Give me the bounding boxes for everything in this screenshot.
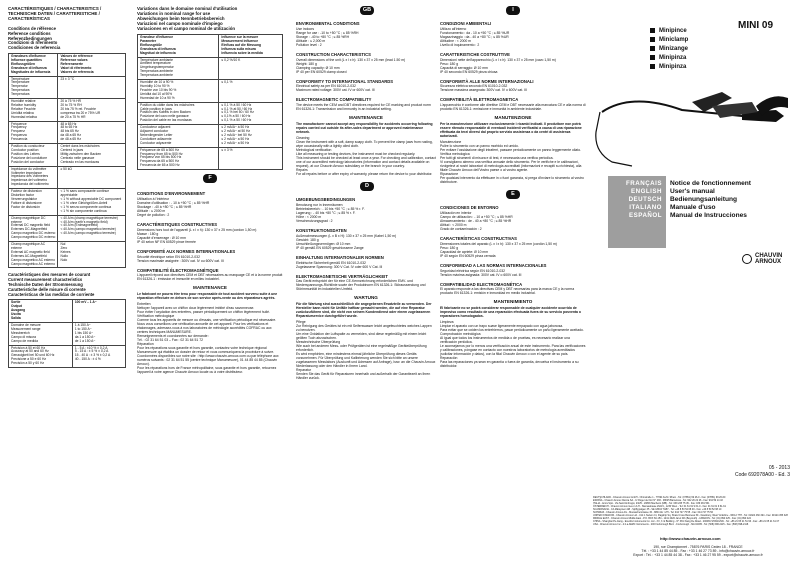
square-bullet-icon <box>650 64 655 69</box>
e-maint-body: Limpieza Limpiar el aparato con un trapo suave ligeramente empapado con agua jabonosa. Para evitar que se oxiden los entrehierros, pasar periódicamente un paño ligeramente aceitado. Comprobación metrológica Al igual que todos los instrumentos de medida o de pruebas, es necesario realizar una verificación periódica. Le aconsejamos por lo menos una verificación anual de este instrumento. Para las verificaciones y calibraciones, póngase en contacto con nuestros laboratorios de metrología acreditados (solicitar información y datos), con la filial Chauvin Arnoux o con el agente de su país. Reparación Para las reparaciones ya sean en garantía o fuera de garantía, devuelva el instrumento a su distribuidor. <box>440 320 586 369</box>
gb-norms-title: CONFORMITY TO INTERNATIONAL STANDARDS <box>296 78 394 84</box>
badge-i: I <box>506 6 520 15</box>
gb-norms-text: Electrical safety as per EN 61010-2-032 Maximum rated voltage: 300V cat. IV or 600V cat. III <box>296 84 375 93</box>
reference-table-cell: Grandeurs d'influence Influence quantities Einflussgrößen Grandezze di influenza Magnitudes de influencia <box>9 53 58 76</box>
fr-build-title: CARACTÉRISTIQUES CONSTRUCTIVES <box>137 221 218 227</box>
product-name-item <box>650 53 688 62</box>
gb-maint-title: MAINTENANCE <box>349 115 383 121</box>
current-table-cell: Sortie Output Ausgang Uscita Salida <box>9 300 73 323</box>
fr-norms-text: Sécurité électrique selon EN 61010-2-032 Tension maximale assignée : 300V cat. IV ou 600V cat. III <box>137 254 224 263</box>
fr-env-title: CONDITIONS D'ENVIRONNEMENT <box>137 191 206 197</box>
reference-table-cell: Humidité relative Relative humidity Relative Feuchte Umidità relativa Humedad relativa <box>9 99 58 122</box>
product-name-label: Miniclamp <box>659 36 689 43</box>
variations-table-cell: Grandeur d'influence Parameter Einflussgröße Grandezza di influenza Magnitud de influencia <box>138 35 219 58</box>
d-maint-body: Pflege Zur Reinigung des Gerätes ist ein mit Seifenwasser leicht angefeuchtetes weiches Lappen zu benutzen. Um eine Oxidation der Luftspalte zu vermeiden, sind diese regelmäßig mit einem leicht geölten Tuch abzuwischen. Messtechnische Überprüfung Wie auch bei anderen Mess- oder Prüfgeräten ist eine regelmäßige Geräteüberprüfung erforderlich. Es wird empfohlen, eine mindestens einmal jährliche Überprüfung dieses Geräts vorzunehmen. Für Überprüfung und Kalibrierung wenden Sie sich bitte an unsere zugelassenen Messlabors (Auskunft und Adressen auf Anfrage), bzw. an die Chauvin Arnoux Niederlassung oder den Händler in Ihrem Land. Reparatur Senden Sie das Gerät für Reparaturen innerhalb und außerhalb der Garantiezeit an Ihren Händler zurück. <box>296 320 436 381</box>
product-name-label: Minipince <box>659 27 687 34</box>
gb-env-title: ENVIRONMENTAL CONDITIONS <box>296 21 360 26</box>
reference-table-row <box>9 242 126 268</box>
variations-table-cell: ≤ 0,1 % <box>219 80 283 103</box>
head-office-address: 190, rue Championnet - 75876 PARIS Cedex 18 - FRANCE Tél. : +33 1 44 85 44 85 - Fax : +33 1 46 27 73 89 - info@chauvin-arnoux.fr Export : Tél. : +33 1 44 85 44 38 - Fax : +33 1 46 27 95 59 - export@chauvin-arnoux.fr <box>633 545 763 557</box>
i-maint-intro: Per la manutenzione utilizzare esclusivamente i ricambi indicati. Il produttore non potrà essere ritenuto responsabile di eventuali incidenti verificatisi a causa di una riparazione effettuata da terzi diversi dal proprio servizio assistenza o da centri di assistenza autorizzati. <box>440 122 582 139</box>
reference-table-cell: Valeurs de référence Reference values Referenzwerte Valori di riferimento Valores de referencia <box>58 53 126 76</box>
i-norms-title: CONFORMITÀ ALLE NORME INTERNAZIONALI <box>440 78 534 84</box>
reference-table-cell: 20 à 75 % HR 20 to 75 % RH 20 bis 75 % rel. Feuchte compresa tra 20 e 75% UR de 20 a 75 % HR <box>58 99 126 122</box>
product-name-item <box>650 62 688 71</box>
i-env-text: Utilizzo all'interno Funzionamento : da - 10 a +50 °C ; ≤ 85 %UR Magazzinaggio : da - 40 a +80 °C ; ≤ 85 %UR Altitudine : < 2000 m Livello di inquinamento : 2 <box>440 26 510 47</box>
fr-emc-title: COMPATIBILITÉ ÉLECTROMAGNÉTIQUE <box>137 267 219 273</box>
current-table-row <box>9 323 126 346</box>
reference-table-cell: < 40 A/m (champ magnétique terrestre) < 40 A/m (earth's magnetic field) < 40 A/m (Erdmagnetfeld) < 40 A/m (campo magnetico terrestre) < 40 A/m (campo magnético terrestre) <box>58 215 126 241</box>
model-name: MINI 09 <box>738 20 774 31</box>
d-env-title: UMGEBUNGSBEDINGUNGEN <box>296 197 356 203</box>
reference-table-row <box>9 53 126 76</box>
i-build-title: CARATTERISTICHE COSTRUTTIVE <box>440 51 510 57</box>
current-measurement-title: Caractéristiques des mesures de courant Current measurement characteristics Technische Daten der Strommessung Caratteristiche delle misure di corrente Características de las medidas de corriente <box>8 272 95 297</box>
current-table-row <box>9 345 126 368</box>
d-norms-title: EINHALTUNG INTERNATIONALER NORMEN <box>296 254 384 260</box>
square-bullet-icon <box>650 37 655 42</box>
language-bar: FRANÇAIS ENGLISH DEUTSCH ITALIANO ESPAÑOL <box>608 176 666 248</box>
product-name-item <box>650 26 688 35</box>
d-maint-intro: Für die Wartung sind ausschließlich die angegebenen Ersatzteile zu verwenden. Der Hersteller kann nicht für Unfälle haftbar gemacht werden, die auf eine Reparatur zurückzuführen sind, die nicht von seinem Kundendienst oder einem zugelassenen Reparaturservice durchgeführt wurde. <box>296 302 432 319</box>
e-emc-title: COMPATIBILIDAD ELECTROMAGNÉTICA <box>440 281 523 287</box>
i-env-title: CONDIZIONI AMBIENTALI <box>440 21 492 26</box>
e-build-title: CARACTERÍSTICAS CONSTRUCTIVAS <box>440 235 517 241</box>
reference-table-cell: Position du conducteur Conductor position Position des Leiters Posizione del conduttore Posición del conductor <box>9 144 58 167</box>
gb-emc-text: The device meets the CEM and DBT directives required for CE marking and product norm EN 61326-1: Transmission and immunity in an industrial setting. <box>296 103 431 112</box>
variations-table-row <box>138 57 283 80</box>
current-table-cell: 1 à 150 A~ 1 to 150 A~ 1 bis 150 A~ da 1 a 150 A~ de 1 a 150 A~ <box>72 323 125 346</box>
reference-table-row <box>9 121 126 144</box>
reference-table-cell: Fréquence Frequency Frequenz Frequenza Frecuencia <box>9 121 58 144</box>
reference-table <box>8 53 126 269</box>
reference-table-row <box>9 99 126 122</box>
english-german-column <box>296 6 436 380</box>
date-code <box>718 465 790 479</box>
e-env-text: Utilización en interior Campo de utilización : - 10 a +50 °C ; ≤ 85 %HR Almacenamiento : de - 40 a +80 °C ; ≤ 85 %HR Altitud : < 2000 m Grado de contaminación : 2 <box>440 210 513 231</box>
distributor-addresses: DEUTSCHLAND - Chauvin Arnoux GmbH - Ohmstraße 1 - 77694 Kehl / Rhein - Tel: (07851) 99 26-0 - Fax: (07851) 99 26-60 ESPAÑA - Chauvin Arnoux Ibérica SA - C/ Roger de Flor N° 293 - 08025 Barcelona - Tel: 902 20 22 26 - Fax: 934 59 14 43 ITALIA - Amra SpA - Via Sant'Ambrogio, 23/25 - 20846 Macherio (MB) - Tel: 039 245 75 45 - Fax: 039 481 561 ÖSTERREICH - Chauvin Arnoux Ges.m.b.H - Slamastrasse 29/2/4 - 1230 Wien - Tel: 01 61 61 9 61-0 - Fax: 01 61 61 9 61-61 SCANDINAVIA - CA Mätsystem AB - Sjöflygvägen 35 - SE 18304 TÄBY - Tel: +46 8 50 52 68 00 - Fax: +46 8 50 52 68 10 SCHWEIZ - Chauvin Arnoux AG - Moosacherstrasse 15 - 8804 AU / ZH - Tel: 044 727 75 55 - Fax: 044 727 75 56 UNITED KINGDOM - Chauvin Arnoux Ltd - Unit 1 Nelson Ct, Flagship Sq, Shaw Cross Business Pk - Dewsbury, West Yorkshire - WF12 7TH - Tel: 01924 460 494 - Fax: 01924 455 328 MIDDLE EAST - Chauvin Arnoux Middle East - P.O. BOX 60-154 - 1241 2020 Jal el Dib (Beyrouth) - LIBANON - Tel: (01) 890 425 - Fax: (01) 890 424 CHINA - Shanghai Pu-Jiang - Enerdis Instruments Co. Ltd - 3 F, 3 rd Building - N° 381 Xiang De Road - 200081 SHANGHAI - Tel: +86 21 65 21 51 96 - Fax: +86 21 65 21 61 07 USA - Chauvin Arnoux Inc - d.b.a AEMC Instruments - 200 Foxborough Blvd. - Foxborough - MA 02035 - Tel: (508) 698-2115 - Fax: (508) 698-2118 <box>593 496 788 526</box>
reference-table-cell: 48 à 65 Hz 48 to 65 Hz 48 bis 65 Hz da 48 a 65 Hz de 48 a 65 Hz <box>58 121 126 144</box>
current-table-cell: 100 mV↔1 A~ <box>72 300 125 323</box>
current-table-cell: Domaine de mesure Measurement range Messbereich Campo di misura Campo de medida <box>9 323 73 346</box>
variations-header: Variations dans le domaine nominal d'utilisation Variations in nominal range for use Abweichungen beim Nennbetriebsbereich Variazioni nel campo nominale d'impiego Variaciones en el campo nominal de utilización <box>137 6 238 31</box>
variations-table <box>137 34 283 170</box>
badge-d: D <box>360 182 374 191</box>
e-norms-text: Seguridad eléctrica según EN 61010-2-032 Tensión máxima asignada: 300V cat. IV o 600V cat. III <box>440 268 522 277</box>
reference-table-row <box>9 166 126 189</box>
e-env-title: CONDICIONES DE ENTORNO <box>440 205 499 211</box>
badge-e: E <box>506 190 520 199</box>
gb-emc-title: ELECTROMAGNETIC COMPATIBILITY <box>296 97 372 103</box>
manual-titles: Notice de fonctionnement User's manual Bedienungsanleitung Manuale d'uso Manual de Instrucciones <box>670 180 751 219</box>
d-norms-text: Elektrische Sicherheit gemäß EN 61010-2-032 Zugelassene Spannung: 300 V Cat. IV oder 600 V Cat. III <box>296 260 383 269</box>
square-bullet-icon <box>650 46 655 51</box>
fr-emc-text: L'appareil répond aux directives CEM et DBT nécessaires au marquage CE et à la norme produit EN 61326-1 : émission et immunité en milieu industriel. <box>137 273 283 282</box>
reference-table-row <box>9 189 126 215</box>
d-build-title: KONSTRUKTIONSDATEN <box>296 227 347 233</box>
gb-maint-intro: The manufacturer cannot accept any responsibility for accidents occurring following repairs carried out outside its after-sales department or approved maintenance network. <box>296 122 433 135</box>
variations-table-cell: ≤ 0,2 %/10 K <box>219 57 283 80</box>
reference-table-cell: Impédance du voltmètre Voltmeter impedance Impedanz des Voltmeters Impedenza del voltmetro Impedancia del voltímetro <box>9 166 58 189</box>
e-maint-title: MANTENIMIENTO <box>493 299 533 305</box>
characteristics-column <box>8 6 126 368</box>
e-emc-text: El aparato responde a las directivas CEM y DBT necesarias para la marca CE y la norma producto EN 61326-1: emisión e inmunidad en medio industrial. <box>440 287 575 296</box>
e-norms-title: CONFORMIDAD A LAS NORMAS INTERNACIONALES <box>440 262 547 268</box>
current-table-cell: Précision à 50 et 60 Hz Accuracy at 50 and 60 Hz Genauigkeit bei 50 und 60 Hz Precisione a 50 e 60 Hz Precisión a 50 y 60 Hz <box>9 345 73 368</box>
variations-table-cell: Fréquence de 65 à 500 Hz Frequency from 65 to 500 Hz Frequenz von 65 bis 500 Hz Frequenza da 65 a 500 Hz Frecuencia de 65 a 500 Hz <box>138 147 219 170</box>
product-code: Code 692078A00 - Ed. 3 <box>734 472 790 478</box>
brand-logo-text: CHAUVIN ARNOUX <box>755 253 783 265</box>
gb-build-title: CONSTRUCTION CHARACTERISTICS <box>296 51 371 57</box>
reference-table-cell: Champ magnétique DC externe External DC magnetic field Externes DC-Magnetfeld Campo magnetico DC esterno Campo magnético DC externo <box>9 215 58 241</box>
reference-table-row <box>9 144 126 167</box>
d-env-text: Benutzung nur in Innenräumen Betriebsbereich : - 10 bis +50 °C ; ≤ 85 % r. F. Lagerung : - 40 bis +80 °C ; ≤ 85 % r. F. Höhe : < 2000 m Verschmutzungsgrad : 2 <box>296 202 365 223</box>
fr-maint-title: MAINTENANCE <box>193 285 227 291</box>
gb-build-text: Overall dimensions of the unit (L x l x h): 130 x 37 x 25 mm (lead 1.50 m) Weight: 180 g Clamping capacity: Ø 10 mm IP 40 per EN 60529 clamp closed <box>296 57 406 74</box>
product-name-item <box>650 44 688 53</box>
fr-build-text: Dimensions hors tout de l'appareil (L x l x h): 130 x 37 x 25 mm (cordon 1,50 m) Masse : 180 g Capacité d'enserrage : Ø 10 mm IP 40 selon NF EN 60529 pince fermée <box>137 227 257 244</box>
variations-table-cell: ≤ ± 3 % <box>219 147 283 170</box>
i-emc-title: COMPATIBILITÀ ELETTROMAGNETICA <box>440 97 519 103</box>
product-name-label: Minipinza <box>659 54 687 61</box>
clamp-photo <box>592 72 792 170</box>
variations-table-row <box>138 80 283 103</box>
variations-table-cell: Humidité de 10 à 90 % Humidity 10 to 90 % Feuchte von 10 bis 90 % Umidità dal 10 al 90% Humedad de 10 a 90 % <box>138 80 219 103</box>
product-name-item <box>650 35 688 44</box>
variations-table-row <box>138 147 283 170</box>
fr-norms-title: CONFORMITÉ AUX NORMES INTERNATIONALES <box>137 248 236 254</box>
fr-maint-intro: Le fabricant ne pourra être tenu pour responsable de tout accident survenu suite à une réparation effectuée en dehors de son service après-vente ou des réparateurs agréés. <box>137 292 278 301</box>
badge-gb: GB <box>360 6 374 15</box>
e-maint-intro: El fabricante no se podrá considerar responsable de cualquier accidente ocurrido de improviso como resultado de una reparación efectuada fuera de su servicio posventa o reparadores homologados. <box>440 306 581 319</box>
reference-table-cell: Température Temperature Temperatur Temperatura Temperatura <box>9 76 58 99</box>
d-maint-title: WARTUNG <box>354 295 378 301</box>
reference-table-cell: Facteur de distorsion Distortion factor Verzerrungsfaktor Fattore di distorsione Factor de distorsión <box>9 189 58 215</box>
reference-table-cell: Champ magnétique AC externe External AC magnetic field Externes AC-Magnetfeld Campo magnetico AC esterno Campo magnético AC externo <box>9 242 58 268</box>
variations-table-cell: Température ambiante Ambient temperature Umgebungstemperatur Temperatura ambiente Temperatura ambiente <box>138 57 219 80</box>
gb-env-text: Use indoors Range for use : -10 to +50 °C ; ≤ 85 %RH Storage : -40 to +80 °C ; ≤ 85 %RH Altitude : ≤ 2,000 m Pollution level : 2 <box>296 26 359 47</box>
gb-maint-body: Cleaning Clean the instrument with a soft, damp soapy cloth. To prevent the clamp jaws from rusting, wipe occasionally with a lightly oiled cloth. Metrological verification Like all measuring or testing devices, the instrument must be checked regularly. This instrument should be checked at least once a year. For checking and calibration, contact one of our accredited metrology laboratories (information and contact details available on request), at our Chauvin Arnoux subsidiary or the branch in your country. Repairs For all repairs before or after expiry of warranty, please return the device to your distributor. <box>296 136 436 177</box>
i-norms-text: Sicurezza elettrica secondo EN 61010-2-032 Tensione massima assegnata: 300V cat. IV o 600V cat. III <box>440 84 527 93</box>
french-column <box>137 6 283 374</box>
variations-table-cell: Influence sur la mesure Measurement influence Einfluss auf die Messung Influenza sulla misura Influencia sobre la medida <box>219 35 283 58</box>
edition-date: 05 - 2013 <box>768 465 790 471</box>
d-emc-text: Das Gerät entspricht der für eine CE-Kennzeichnung erforderlichen EMV- und Niederspannungs-Richtlinie sowie der Produktnorm EN 61326-1: Störaussendung und Störimmunität im industriellen Umfeld. <box>296 279 426 292</box>
italian-spanish-column <box>440 6 586 368</box>
reference-table-row <box>9 76 126 99</box>
badge-fr: F <box>203 174 217 183</box>
website-link[interactable]: http://www.chauvin-arnoux.com <box>660 536 721 541</box>
current-table-row <box>9 300 126 323</box>
brand-logo <box>742 253 782 265</box>
variations-table-cell: Position du câble dans les mâchoires Cable position in jaws Position des Kabels in den Backen Posizione del cavo nelle ganasce Posición del cable en las mordazas <box>138 102 219 125</box>
fr-env-text: Utilisation à l'intérieur Domaine d'utilisation : - 10 à +50 °C ; ≤ 85 %HR Stockage : -40 à +80 °C ; ≤ 85 %HR Altitude : ≤ 2000 m Degré de pollution : 2 <box>137 196 210 217</box>
square-bullet-icon <box>650 28 655 33</box>
product-name-label: Minizange <box>659 45 689 52</box>
variations-table-row <box>138 102 283 125</box>
product-name-label: Minipinza <box>659 63 687 70</box>
variations-table-row <box>138 125 283 148</box>
reference-table-cell: Nul Zero Keines Nullo Nulo <box>58 242 126 268</box>
variations-table-cell: Conducteur adjacent Adjacent conductor Nebenliegender Leiter Conduttore adiacente Conductor adyacente <box>138 125 219 148</box>
variations-table-cell: ≤ 0,1 % à 50 / 60 Hz ≤ 0,1 % at 50 / 60 Hz ≤ 0,1 % bei 50 / 60 Hz ≤ 0,1% a 50 / 60 Hz ≤ 0,1 % a 50 / 60 Hz <box>219 102 283 125</box>
current-table <box>8 299 126 368</box>
i-maint-body: Manutenzione Pulire lo strumento con un panno morbido ed umido. Per evitare l'ossidazione degli intraferri, passare periodicamente un panno leggermente oliato. Verifica metrologica Per tutti gli strumenti di misura e di test, è necessaria una verifica periodica. Vi consigliamo almeno una verifica annuale dello strumento. Per le verifiche e le calibrazioni, rivolgetevi ai nostri laboratori di metrologia accreditati (informazioni e recapiti su richiesta), alla filiale Chauvin Arnoux dell'Vostro paese o al vostro agente. Riparazione Per qualsiasi intervento da effettuare in o fuori garanzia, si prega d'inviare lo strumento al vostro distributore. <box>440 140 584 185</box>
e-build-text: Dimensiones totales del aparato (L x l x h): 130 x 37 x 25 mm (cordón 1,50 m) Peso: 180 g Capacidad de apriete: Ø 10 mm IP 40 según EN 60529 pinza cerrada <box>440 241 557 258</box>
characteristics-header: CARACTÉRISTIQUES / CHARACTERISTICS / TECHNISCHE DATEN / CARATTERISTICHE / CARACTERÍSTICAS <box>8 6 102 21</box>
d-build-text: Außenabmessungen (L x B x H): 130 x 37 x 25 mm (Kabel 1,50 m) Gewicht: 180 g Umschließungsvermögen: Ø 10 mm IP 40 gemäß EN 60529 geschlossene Zange <box>296 233 397 250</box>
i-maint-title: MANUTENZIONE <box>494 115 532 121</box>
reference-table-cell: < 1 % sans composante continue appréciable < 1 % without appreciable DC component < 1 % ohne Gleichgrößen-Anteil < 1 % senza componente continua < 1 % sin componente continua <box>58 189 126 215</box>
i-emc-text: L'apparecchio è conforme alle direttive CEM e DBT necessarie alla marcatura CE e alla norma di prodotto EN 61326-1: emissione e immunità in ambiente industriale. <box>440 103 586 112</box>
reference-table-row <box>9 215 126 241</box>
i-build-text: Dimensioni nette dell'apparecchio (L x l x h): 130 x 37 x 25 mm (cavo 1,50 m) Peso: 180 g Capacità di serraggio: Ø 10 mm IP 40 secondo EN 60529 pinza chiusa <box>440 57 556 74</box>
variations-table-cell: ≤ 2 mA/A~ à 50 Hz ≤ 2 mA/A~ at 50 Hz ≤ 2 mA/A~ bei 50 Hz ≤ 2 mA/A~ a 50 Hz ≤ 2 mA/A~ a 50 Hz <box>219 125 283 148</box>
reference-table-cell: Centré dans les mâchoires Centred in jaws Mittig zwischen den Backen Centrato nelle ganasce Centrado en las mordazas <box>58 144 126 167</box>
reference-table-cell: 23 ± 3 °C <box>58 76 126 99</box>
reference-table-cell: ≥ 50 kΩ <box>58 166 126 189</box>
fr-maint-body: Entretien Nettoyer l'appareil avec un chiffon doux légèrement imbibé d'eau savonneuse. Pour éviter l'oxydation des entrefers, passer périodiquement un chiffon légèrement huilé. Vérification métrologique Comme tous les appareils de mesure ou d'essais, une vérification périodique est nécessaire. Nous vous conseillons une vérification annuelle de cet appareil. Pour les vérifications et étalonnages, adressez-vous à nos laboratoires de métrologie accrédités COFRAC ou aux centres techniques MANUMESURE. Renseignements et coordonnées sur demande : Tél. : 02 31 64 51 03 – Fax : 02 31 64 51 72 Réparation Pour les réparations sous garantie et hors garantie, contactez votre technique régional Manumesure qui établira un dossier de retour et vous communiquera la procédure à suivre. Coordonnées disponibles sur notre site : http://www.chauvin-arnoux.com ou par téléphone aux numéros suivants : 02 31 64 51 55 (centre technique Manumesure), 01 44 85 44 85 (Chauvin Arnoux). Pour les réparations hors de France métropolitaine, sous garantie et hors garantie, retournez l'appareil à votre agence Chauvin Arnoux locale ou à votre distributeur. <box>137 302 279 375</box>
variations-table-row <box>138 35 283 58</box>
current-table-cell: 1 - 5 A : ±10 % ± 0,2 A 5 - 15 A : ± 5 % ± 0,2 A 15 - 40 A : ± 3 % ± 0,2 A 40 - 150 A : ± 4 % <box>72 345 125 368</box>
product-names-list <box>650 26 688 71</box>
square-bullet-icon <box>650 55 655 60</box>
reference-conditions-title: Conditions de référence Reference conditions Referenzbedingungen Condizioni di riferimento Condiciones de referencia <box>8 26 61 51</box>
d-emc-title: ELEKTROMAGNETISCHE VERTRÄGLICHKEIT <box>296 273 388 279</box>
brand-logo-icon <box>742 254 752 264</box>
